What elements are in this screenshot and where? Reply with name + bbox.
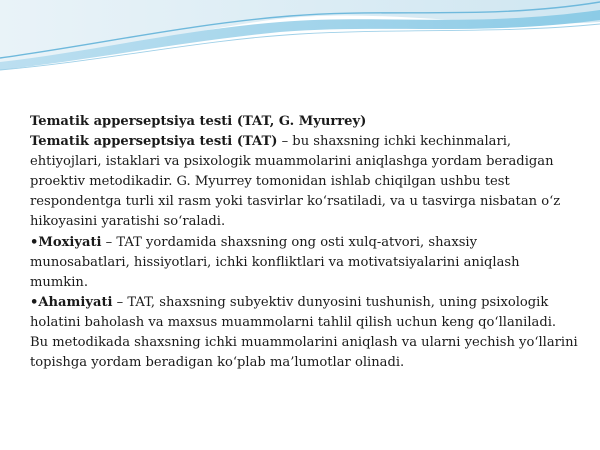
bullet-ahamiyati — [30, 293, 578, 373]
bullet-marker: • — [30, 234, 39, 250]
bullet-marker: • — [30, 294, 39, 310]
bullet-moxiyati — [30, 233, 578, 293]
intro-term: Tematik apperseptsiya testi (TAT) — [30, 134, 278, 150]
bullet-term-ahamiyati: Ahamiyati — [38, 294, 113, 310]
intro-paragraph — [30, 132, 578, 232]
bullet-text-ahamiyati: – TAT, shaxsning subyektiv dunyosini tushunish, uning psixologik holatini baholash va maxsus muammolarni tahlil qilish uchun keng qo‘llaniladi. Bu metodikada shaxsning ichki muammolarini aniqlash va ularni yechish yo‘llarini topishga yordam beradigan ko‘plab ma’lumotlar olinadi. — [30, 294, 578, 371]
intro-text: – bu shaxsning ichki kechinmalari, ehtiyojlari, istaklari va psixologik muammolarini aniqlashga yordam beradigan proektiv metodikadir. G. Myurrey tomonidan ishlab chiqilgan ushbu test respondentga turli xil rasm yoki tasvirlar ko‘rsatiladi, va u tasvirga nisbatan o‘z hikoyasini yaratishi so‘raladi. — [30, 134, 561, 230]
slide-title: Tematik apperseptsiya testi (TAT, G. Myurrey) — [30, 114, 367, 129]
bullet-term-moxiyati: Moxiyati — [38, 234, 102, 250]
slide-body — [30, 112, 578, 373]
bullet-text-moxiyati: – TAT yordamida shaxsning ong osti xulq-atvori, shaxsiy munosabatlari, hissiyotlari, ichki konfliktlari va motivatsiyalarini aniqlash mumkin. — [30, 234, 520, 290]
wave-header-decoration — [0, 0, 600, 80]
